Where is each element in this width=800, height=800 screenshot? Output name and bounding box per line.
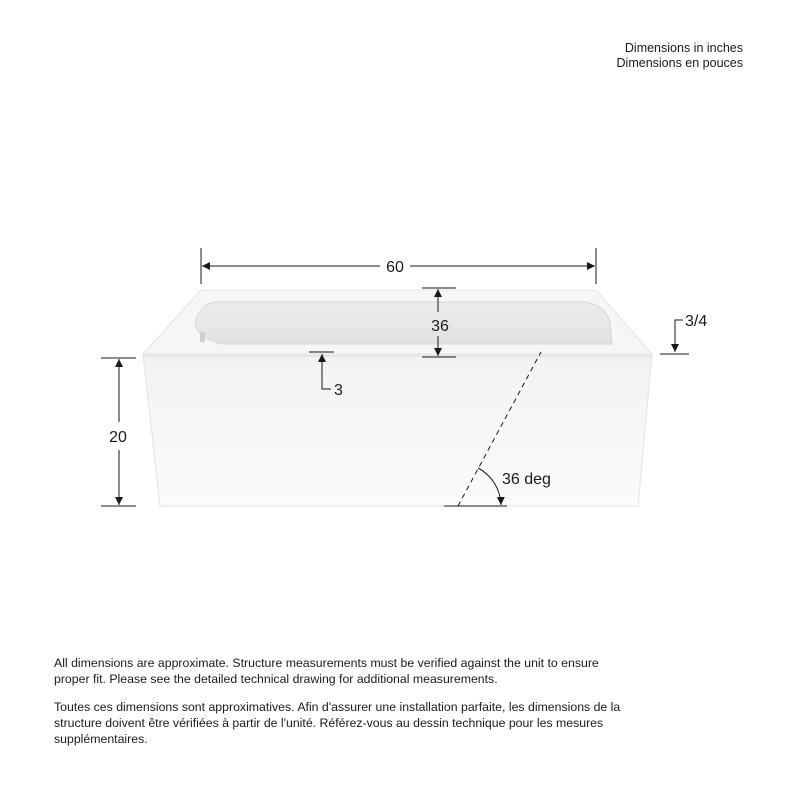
angle-label: 36 deg: [502, 471, 551, 488]
length-dimension: [201, 248, 596, 284]
length-label: 60: [386, 259, 404, 276]
rim-height-leader: [675, 320, 683, 332]
tub-basin: [195, 302, 612, 344]
bathtub: [143, 290, 652, 506]
units-note-en: Dimensions in inches: [624, 41, 743, 55]
tub-apron: [143, 354, 652, 506]
units-note-fr: Dimensions en pouces: [616, 56, 743, 70]
width-label: 36: [431, 318, 449, 335]
height-dimension: [101, 358, 136, 506]
overflow-mark: [200, 332, 205, 342]
disclaimer: [54, 655, 634, 759]
disclaimer-fr: Toutes ces dimensions sont approximatives. Afin d'assurer une installation parfaite, les dimensions de la structure doivent être vérifiées à partir de l'unité. Référez-vous au dessin technique pour les mesures supplémentaires.: [54, 700, 621, 746]
rim-height-dimension: [660, 313, 707, 354]
disclaimer-en: All dimensions are approximate. Structure measurements must be verified against the unit to ensure proper fit. Please see the detailed technical drawing for additional measurements.: [54, 656, 599, 686]
height-label: 20: [109, 429, 127, 446]
rim-height-label: 3/4: [685, 313, 708, 330]
rim-depth-label: 3: [334, 382, 343, 399]
